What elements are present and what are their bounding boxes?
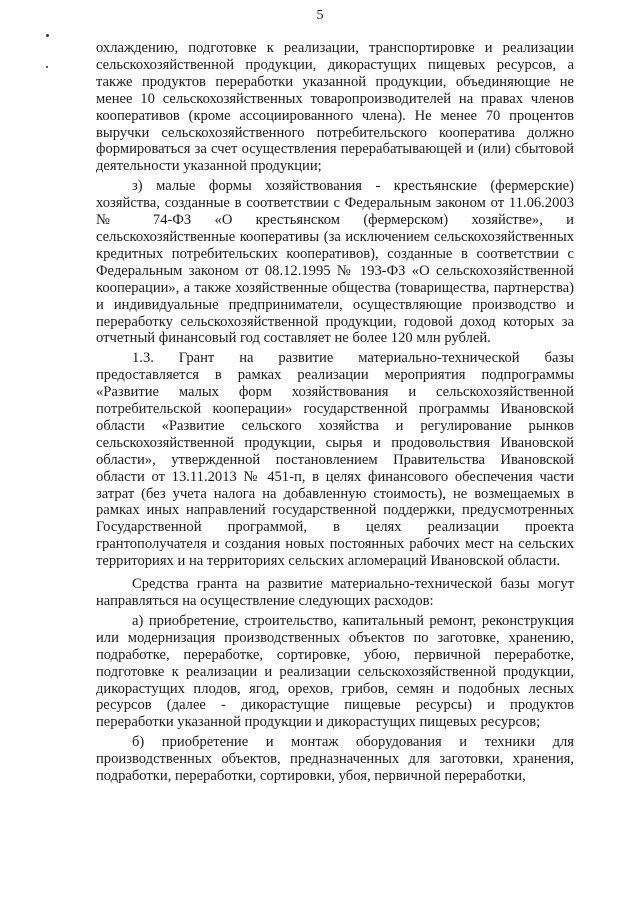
paragraph-item-a: а) приобретение, строительство, капитальный ремонт, реконструкция или модернизация производственных объектов по заготовке, хранению, подработке, переработке, сортировке, убою, первичной переработке, подготовке к реализации и реализации сельскохозяйственной продукции, дикорастущих плодов, ягод, орехов, грибов, семян и подобных лесных ресурсов (далее - дикорастущие пищевые ресурсы) и продуктов переработки указанной продукции и дикорастущих пищевых ресурсов; xyxy=(96,612,574,731)
document-body xyxy=(96,40,574,785)
page-number: 5 xyxy=(316,8,324,23)
paragraph-cooperatives-continued: охлаждению, подготовке к реализации, транспортировке и реализации сельскохозяйственной продукции, дикорастущих пищевых ресурсов, а также продуктов переработки указанной продукции, объединяющие не менее 10 сельскохозяйственных товаропроизводителей на правах членов кооперативов (кроме ассоциированного члена). Не менее 70 процентов выручки сельскохозяйственного потребительского кооператива должно формироваться за счет осуществления перерабатывающей и (или) сбытовой деятельности указанной продукции; xyxy=(96,40,574,175)
scan-speck xyxy=(46,34,49,37)
paragraph-item-b: б) приобретение и монтаж оборудования и техники для производственных объектов, предназначенных для заготовки, хранения, подработки, переработки, сортировки, убоя, первичной переработки, xyxy=(96,734,574,785)
paragraph-small-farms-definition: з) малые формы хозяйствования - крестьянские (фермерские) хозяйства, созданные в соответствии с Федеральным законом от 11.06.2003 № 74-ФЗ «О крестьянском (фермерском) хозяйстве», и сельскохозяйственные кооперативы (за исключением сельскохозяйственных кредитных потребительских кооперативов), созданные в соответствии с Федеральным законом от 08.12.1995 № 193-ФЗ «О сельскохозяйственной кооперации», а также хозяйственные общества (товарищества, партнерства) и индивидуальные предприниматели, осуществляющие производство и переработку сельскохозяйственной продукции, годовой доход которых за отчетный финансовый год составляет не более 120 млн рублей. xyxy=(96,178,574,347)
paragraph-grant-expenses-intro: Средства гранта на развитие материально-технической базы могут направляться на осуществление следующих расходов: xyxy=(96,576,574,609)
paragraph-1-3-grant: 1.3. Грант на развитие материально-технической базы предоставляется в рамках реализации мероприятия подпрограммы «Развитие малых форм хозяйствования и сельскохозяйственной потребительской кооперации» государственной программы Ивановской области «Развитие сельского хозяйства и регулирование рынков сельскохозяйственной продукции, сырья и продовольствия Ивановской области», утвержденной постановлением Правительства Ивановской области от 13.11.2013 № 451-п, в целях финансового обеспечения части затрат (без учета налога на добавленную стоимость), не возмещаемых в рамках иных направлений государственной поддержки, предусмотренных Государственной программой, в целях реализации проекта грантополучателя и создания новых постоянных рабочих мест на сельских территориях и на территориях сельских агломераций Ивановской области. xyxy=(96,350,574,570)
scan-speck xyxy=(46,66,48,68)
